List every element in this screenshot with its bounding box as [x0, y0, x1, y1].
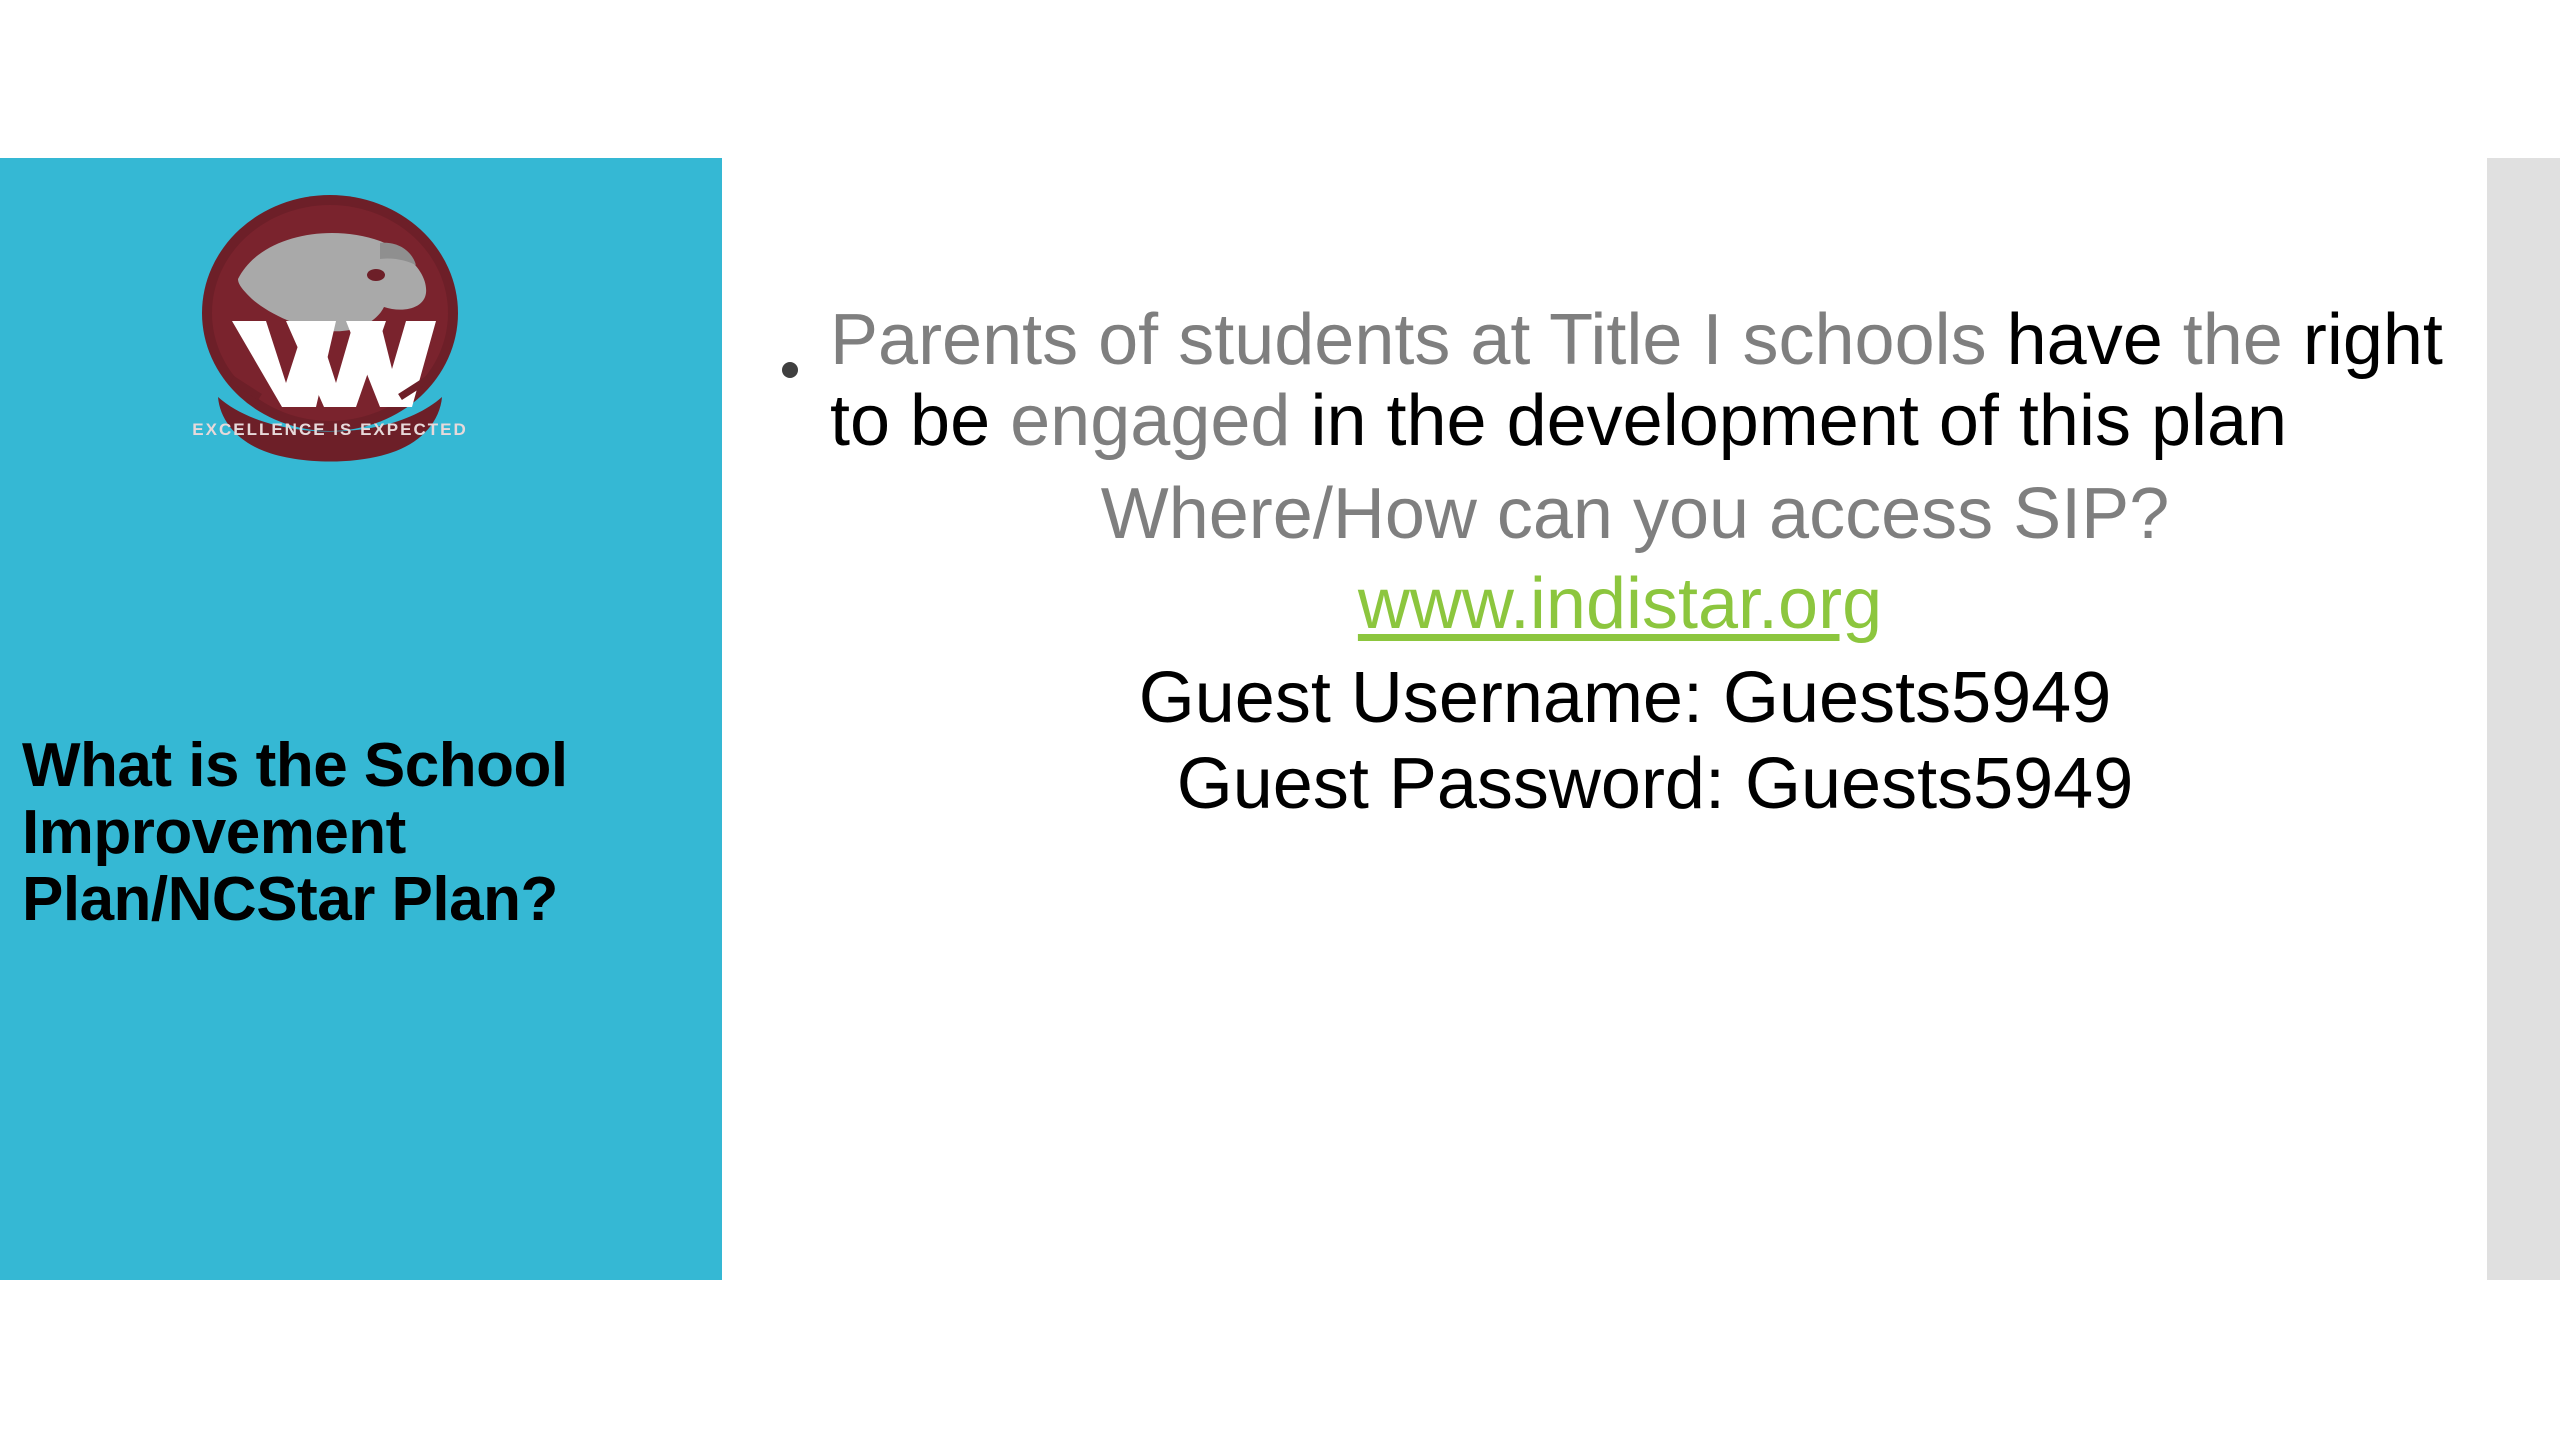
title-panel [0, 158, 722, 1280]
wm-cougar-logo [140, 183, 520, 493]
svg-text:EXCELLENCE IS EXPECTED: EXCELLENCE IS EXPECTED [192, 420, 468, 439]
page-title: What is the School Improvement Plan/NCStar Plan? [22, 731, 568, 934]
bullet-list-item [740, 300, 2500, 463]
content-area [740, 300, 2500, 825]
bullet-segment-2: have [2006, 300, 2183, 380]
access-question-line: Where/How can you access SIP? [1100, 473, 2170, 554]
indistar-link[interactable]: www.indistar.org [1357, 563, 1883, 644]
bullet-paragraph [830, 300, 2500, 463]
bullet-segment-3: the [2182, 300, 2303, 380]
guest-username-line: Guest Username: Guests5949 [1138, 657, 2112, 738]
bullet-segment-5: engaged [1010, 381, 1311, 462]
indistar-link-line [740, 563, 2500, 645]
bullet-segment-1: Parents of students at Title I schools [830, 300, 2007, 380]
bullet-segment-6: in the development of this plan [1310, 381, 2288, 462]
bullet-segment-4: right to be [830, 300, 2443, 462]
bullet-dot-icon [782, 362, 798, 378]
guest-password-line: Guest Password: Guests5949 [1176, 743, 2134, 824]
